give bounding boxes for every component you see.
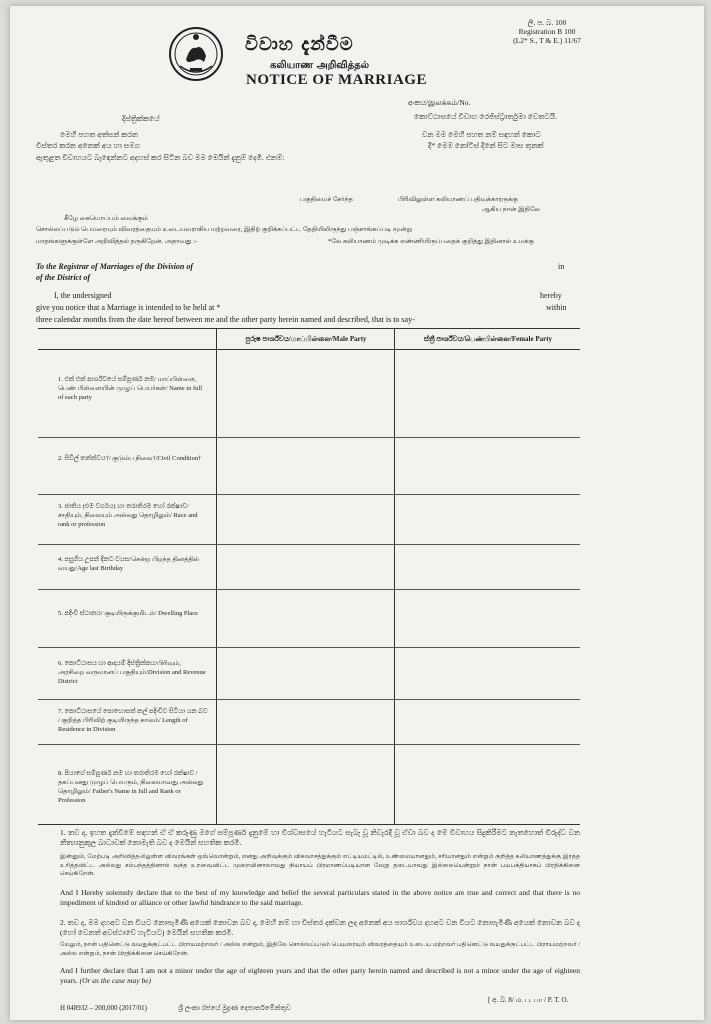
registrar-ta: பிரிவிலுள்ள கலியாணப் பதிவுக்காரருக்கு bbox=[398, 196, 518, 203]
declaration-2-si: 2. තව ද, මම දහඅට වන වියට නොපැමිණි අයෙක් නොවන බව ද, මෙහි නම් හා විස්තර දක්වන ලද අනෙක් අය පාර්ශ්වය දහඅට වන වියට නොපැමිණි අයෙක් නොවන බව ද (හෝ වෙනත් අවස්ථාවේ හැටියට) මෙයින් සහතික කරමි. bbox=[60, 918, 580, 937]
vistara-si: විස්තර කරන අනෙක් අය හා සමග bbox=[36, 141, 140, 150]
three-months: three calendar months from the date hereof between me and the other party herein named and described, that is to say- bbox=[36, 315, 415, 324]
athulatha-si: ඇතුළත විවාහයට බැඳෙන්නට අදහස් කර සිටින බව මම මෙයින් දැනුම් දෙමි. එනම්: bbox=[36, 153, 285, 162]
keezh-ta: கீழே கையொப்பம் வைக்கும் bbox=[64, 215, 148, 222]
table-row-age: 4. පසුගිය උපන් දිනට වයස/சென்ற பிறந்த தினத்தில் வயது/Age last Birthday bbox=[58, 556, 200, 572]
registrar-si: කොට්ඨාසයේ විවාහ රෙජිස්ට්‍රාර්තුමා වෙතටයි. bbox=[414, 112, 557, 121]
no-label: අංකය/இலக்கம்/No. bbox=[408, 98, 471, 107]
line2-ta: மாதங்களுக்குள்ளே அறிவித்தல் தருகிறேன். அதாவது :- bbox=[36, 238, 198, 245]
ref-code: ලි. ප. බ. 100 bbox=[527, 18, 567, 27]
male-party-header: පුරුෂ පාර්ශ්වය/மாப்பிள்ளை/Male Party bbox=[245, 335, 367, 343]
hereby: hereby bbox=[540, 291, 562, 300]
line-ta: சொல்லப்படும் பெயரையும் விவரத்தையும் உடையவராகிய மற்றவரை, இதிற் குறிக்கப்பட்ட தேதியிலிருந்து பஞ்சாங்கப்படி மூன்று bbox=[36, 226, 412, 233]
ref-registration: Registration B 100 bbox=[518, 27, 576, 36]
table-row-division: 6. කොට්ඨාසය හා ආදායම් දිස්ත්‍රික්කය/பிரிவும், அரசிறை வருமானப் பகுதியும்/Division and Revenue District bbox=[58, 660, 206, 685]
district-si: දිස්ත්‍රික්කයේ bbox=[122, 114, 160, 123]
notice-form bbox=[10, 6, 704, 1020]
agiya-ta: ஆகிய நான் இதிலே bbox=[482, 206, 540, 213]
of-district: of the District of bbox=[36, 273, 90, 282]
table-row-residence: 7. කොට්ඨාසයේ පොහොසත් කල් පදිංචිව සිටියා යන බව / குறித்த பிரிவிற் குடியிருந்த காலம்/ Length of Residence in Division bbox=[58, 708, 208, 733]
den-si: දී* මෙම නෝටිස් දිනේ සිට මාස තුනක් bbox=[428, 141, 544, 150]
table-row-dwelling: 5. පදිංචි ස්ථානය/ குடியிருக்குமிடம்/ Dwelling Place bbox=[58, 610, 198, 617]
print-info: H 048932 – 200,000 (2017/01) bbox=[60, 1004, 147, 1012]
ref-sub: (L2* S., T & E.) 11/67 bbox=[513, 36, 581, 45]
declaration-1-si: 1. තව ද, ඉහත දැන්වීමේ සඳහන් ඒ ඒ කරුණු මගේ සම්පූර්ණ දැනුමේ හා විශ්වාසයේ හැටියට සැබෑ වූ නිවැරදි වූ ඒවා බව ද මේ විවාහය සිදුකිරීමට නැතහොත් විරුද්ධ වන නීත්‍යානුකූල බාධාවක් නොමැති බව ද මෙයින් සහතික කරමි. bbox=[60, 828, 580, 847]
table-row-father: 8. පියාගේ සම්පූර්ණ නම හා තරාතිරම හෝ රක්ෂාව / தகப்பனது முழுப் பெயரும், நிலையாவது அல்லது தொழிலும்/ Father's Name in full and Rank or Profession bbox=[58, 770, 204, 804]
declaration-2-en-text: And I further declare that I am not a minor under the age of eighteen years and that the other party herein named and described is not a minor under the age of eighteen years. bbox=[60, 966, 580, 985]
table-row-race: 3. ජාතිය (එම වර්ගය) හා තරාතිරම හෝ රක්ෂාව/சாதியும், நிலையும் அல்லது தொழிலும்/ Race and rank or profession bbox=[58, 503, 198, 528]
table-row-civil: 2. සිවිල් තත්ත්වය†/ குடும்ப நிலை†/Civil Condition† bbox=[58, 455, 202, 462]
line3-ta: *லே கலியாணம் முடிக்க எண்ணியிருப்பதைக் குறித்து இதினால் உமக்கு bbox=[328, 238, 534, 245]
in-label: in bbox=[558, 262, 565, 271]
title-tamil: கலியாண அறிவித்தல் bbox=[270, 60, 370, 71]
undersigned: I, the undersigned bbox=[54, 291, 112, 300]
pahatha-si: මෙහි පහත අත්සන් කරන bbox=[60, 130, 138, 139]
declaration-1-ta: இன்னும், மேற்படி அறிவித்தலிலுள்ள விவரங்கள் ஒவ்வொன்றும், எனது அறிவுக்கும் விசுவாசத்துக்கும் எட்டியமட்டில், உண்மையானதும், சரியானதும் என்றும் குறித்த கலியாணத்துக்கு இரத்த உரித்தவிட்ட அல்லது சம்பந்தத்தினால் வந்த உறவைவிட்ட முறையினாலாவது நியாயப் பிரமாணப்படியான வேறு தடையாவது இல்லையென்றும் நான் பயபக்தியாகப் பிரதிக்கினை செய்கிறேன். bbox=[60, 853, 580, 877]
declaration-2-italic: (Or as the case may be) bbox=[79, 976, 152, 985]
division-ta: பகுதியைச் சேர்ந்த bbox=[300, 196, 353, 203]
pto: [ අ. බ. 8/ ம. ப. பா / P. T. O. bbox=[488, 996, 569, 1004]
to-registrar: To the Registrar of Marriages of the Division of bbox=[36, 262, 194, 271]
table-row-name: 1. එක් එක් පාර්ශ්වයේ සම්පූර්ණ නම/ மாப்பிள்ளை, பெண் பிள்ளையின் முழுப் பெயர்கள்/ Name in full of each party bbox=[58, 376, 202, 401]
give-notice: give you notice that a Marriage is intended to be held at * bbox=[36, 303, 221, 312]
sri-lanka-emblem-icon bbox=[168, 26, 224, 82]
within: within bbox=[546, 303, 567, 312]
wana-si: වන මම මෙහි පහත නම් සඳහන් කොට bbox=[422, 130, 541, 139]
declaration-2-en bbox=[60, 966, 580, 986]
particulars-table bbox=[38, 328, 580, 825]
form-reference bbox=[502, 18, 592, 45]
title-sinhala: විවාහ දැන්වීම bbox=[245, 34, 354, 55]
declaration-1-en: And I Hereby solemnly declare that to the best of my knowledge and belief the several particulars stated in the above notice are true and correct and that there is no impediment of kindred or alliance or other lawful hindrance to the said marriage. bbox=[60, 888, 580, 907]
female-party-header: ස්ත්‍රී පාර්ශ්වය/பெண்பிள்ளை/Female Party bbox=[423, 335, 553, 343]
printer-si: ශ්‍රී ලංකා රජයේ මුද්‍රණ දෙපාර්තමේන්තුව bbox=[178, 1004, 291, 1012]
title-english: NOTICE OF MARRIAGE bbox=[246, 72, 427, 88]
declaration-2-ta: மேலும், நான் பதினெட்டு வயதுக்குட்பட்ட பிராயமற்றவர் / அல்ல என்றும், இதிலே சொல்லப்படும் பெயரையும் விவரத்தையும் உடைய மற்றவர் பதினெட்டு வயதுக்குட்பட்ட பிராயமற்றவர் / அல்ல என்றும், நான் பிரதிக்கினை செய்கிறேன். bbox=[60, 941, 580, 957]
